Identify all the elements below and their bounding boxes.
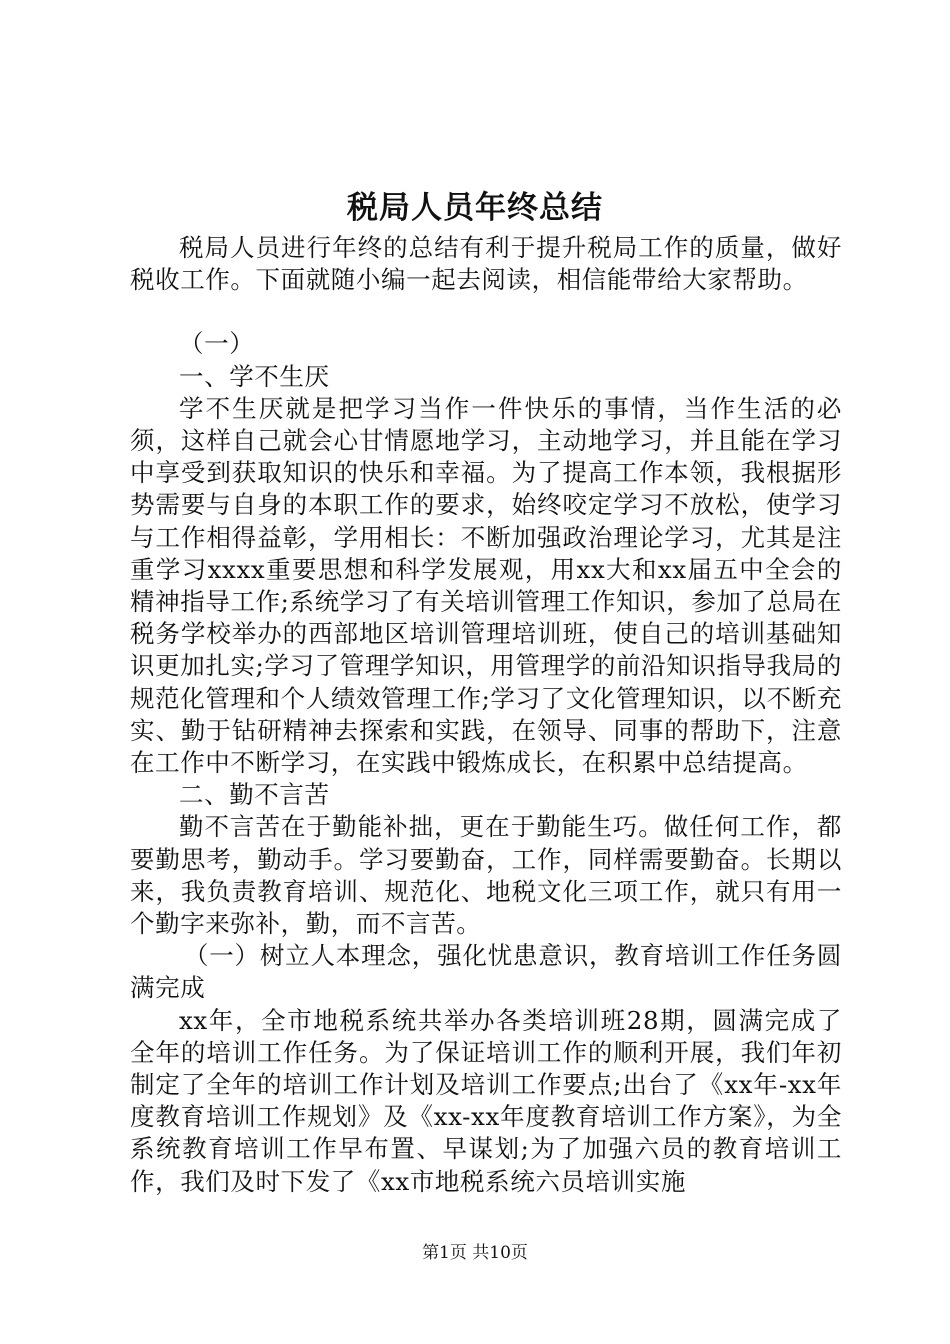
subsection-paragraph-1: xx年，全市地税系统共举办各类培训班28期，圆满完成了全年的培训工作任务。为了保证培训工作的顺利开展，我们年初制定了全年的培训工作计划及培训工作要点;出台了《xx年-xx年度教育培训工作规划》及《xx-xx年度教育培训工作方案》，为全系统教育培训工作早布置、早谋划;为了加强六员的教育培训工作，我们及时下发了《xx市地税系统六员培训实施 xyxy=(130,1005,842,1196)
section-paragraph-1: 学不生厌就是把学习当作一件快乐的事情，当作生活的必须，这样自己就会心甘情愿地学习，主动地学习，并且能在学习中享受到获取知识的快乐和幸福。为了提高工作本领，我根据形势需要与自身的本职工作的要求，始终咬定学习不放松，使学习与工作相得益彰，学用相长：不断加强政治理论学习，尤其是注重学习xxxx重要思想和科学发展观，用xx大和xx届五中全会的精神指导工作;系统学习了有关培训管理工作知识，参加了总局在税务学校举办的西部地区培训管理培训班，使自己的培训基础知识更加扎实;学习了管理学知识，用管理学的前沿知识指导我局的规范化管理和个人绩效管理工作;学习了文化管理知识，以不断充实、勤于钻研精神去探索和实践，在领导、同事的帮助下，注意在工作中不断学习，在实践中锻炼成长，在积累中总结提高。 xyxy=(130,393,842,778)
section-heading-2: 二、勤不言苦 xyxy=(179,780,330,810)
part-marker: （一） xyxy=(179,329,255,359)
document-body xyxy=(130,232,842,1198)
subsection-heading-1: （一）树立人本理念，强化忧患意识，教育培训工作任务圆满完成 xyxy=(130,941,842,1003)
document-title: 税局人员年终总结 xyxy=(347,190,603,226)
page-number: 第1页 共10页 xyxy=(422,1243,528,1263)
section-paragraph-2: 勤不言苦在于勤能补拙，更在于勤能生巧。做任何工作，都要勤思考，勤动手。学习要勤奋，工作，同样需要勤奋。长期以来，我负责教育培训、规范化、地税文化三项工作，就只有用一个勤字来弥补，勤，而不言苦。 xyxy=(130,812,842,939)
intro-paragraph: 税局人员进行年终的总结有利于提升税局工作的质量，做好税收工作。下面就随小编一起去阅读，相信能带给大家帮助。 xyxy=(130,233,842,295)
section-heading-1: 一、学不生厌 xyxy=(179,361,330,391)
